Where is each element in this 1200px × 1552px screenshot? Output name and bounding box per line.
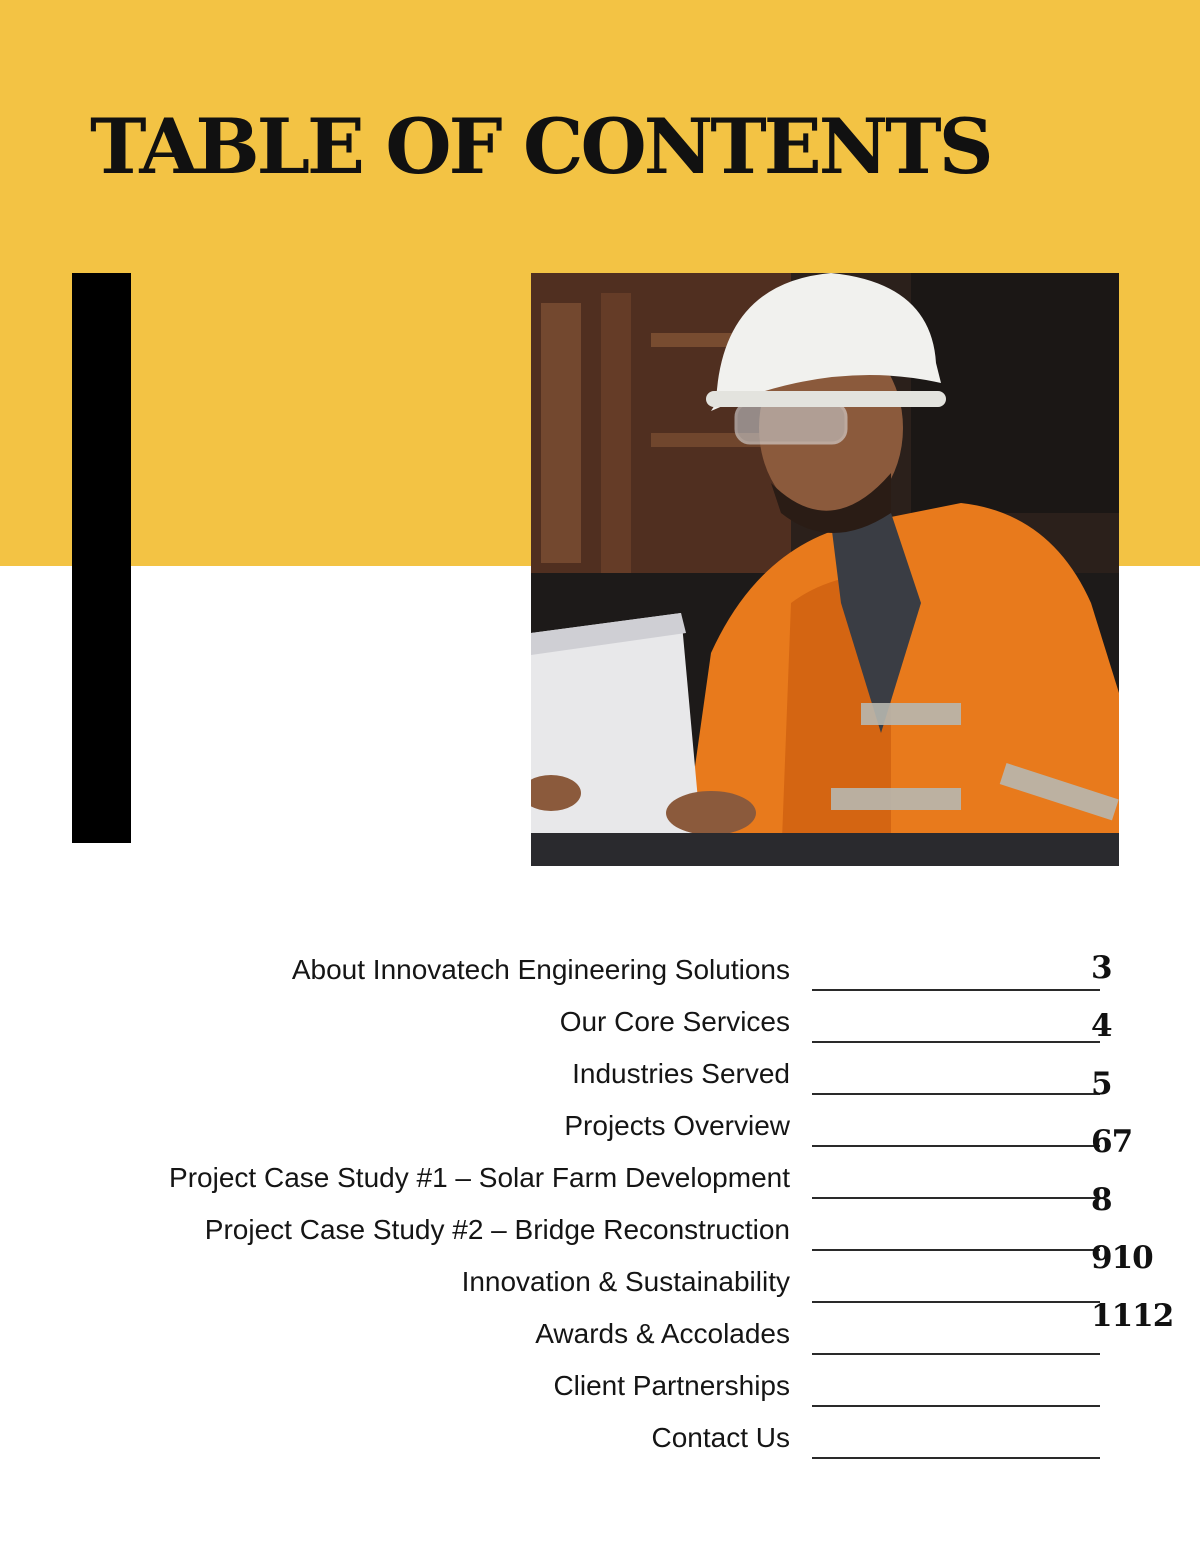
toc-item-label[interactable]: Innovation & Sustainability [461,1266,790,1297]
toc-leader-line [812,1041,1100,1043]
toc-item-label[interactable]: Industries Served [572,1058,790,1089]
toc-leader-line [812,1093,1100,1095]
toc-leader-line [812,1197,1100,1199]
toc-leader-line [812,1145,1100,1147]
engineer-photo-illustration [531,273,1119,866]
toc-leader-line [812,989,1100,991]
decorative-bar [72,273,131,843]
toc-page-number: 8 [1091,1182,1112,1218]
page-title: TABLE OF CONTENTS [90,102,991,191]
toc-leader-line [812,1249,1100,1251]
toc-item-label[interactable]: Project Case Study #1 – Solar Farm Development [169,1162,790,1193]
toc-item-label[interactable]: Client Partnerships [553,1370,790,1401]
toc-leader-line [812,1457,1100,1459]
toc-page-number: 910 [1091,1240,1153,1276]
toc-page-number: 3 [1091,950,1112,986]
toc-leader-line [812,1405,1100,1407]
toc-page-number: 4 [1091,1008,1112,1044]
toc-leader-line [812,1353,1100,1355]
toc-item-label[interactable]: About Innovatech Engineering Solutions [291,954,790,985]
engineer-photo [531,273,1119,866]
toc-item-label[interactable]: Contact Us [651,1422,790,1453]
toc-item-label[interactable]: Awards & Accolades [535,1318,790,1349]
toc-item-label[interactable]: Project Case Study #2 – Bridge Reconstruction [204,1214,790,1245]
toc-item-label[interactable]: Projects Overview [564,1110,790,1141]
toc-page-number: 5 [1091,1066,1112,1102]
toc-leader-line [812,1301,1100,1303]
toc-item-label[interactable]: Our Core Services [559,1006,790,1037]
toc-page-number: 67 [1091,1124,1133,1160]
toc-page-number: 1112 [1091,1298,1174,1334]
